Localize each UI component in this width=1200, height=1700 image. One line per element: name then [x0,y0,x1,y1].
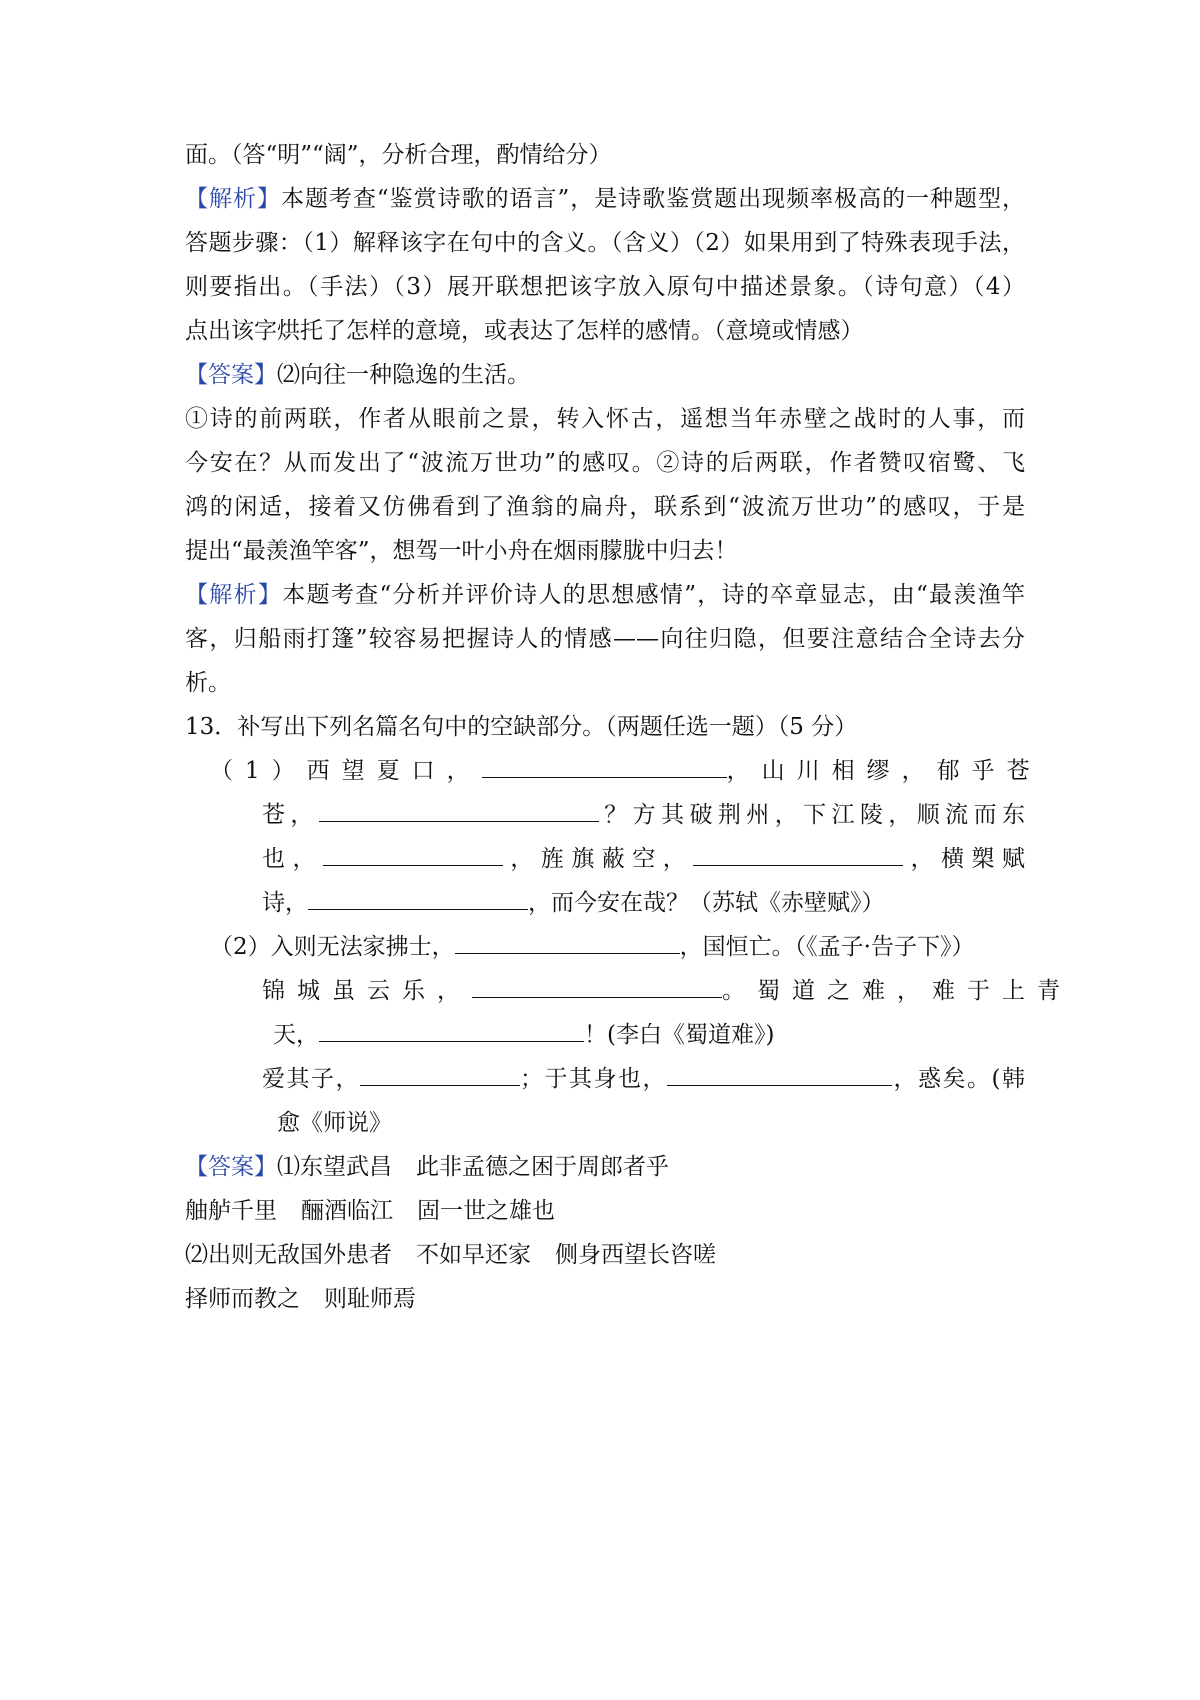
text: 面。（答“明”“阔”，分析合理，酌情给分） [185,142,612,168]
text: 锦城虽云乐， [262,978,472,1004]
text: 诗， [262,890,308,916]
text-line [185,271,1025,303]
text: ，惑矣。(韩 [892,1066,1026,1092]
question-1-line [262,843,1025,875]
text: ？方其破荆州，下江陵，顺流而东 [598,802,1026,828]
text: 本题考查“分析并评价诗人的思想感情”，诗的卒章显志，由“最羡渔竿 [282,582,1026,608]
analysis-line [185,183,1025,215]
text: 则耻师焉 [324,1286,416,1312]
text: ，而今安在哉？（苏轼《赤壁赋》） [528,890,885,916]
answer-blank[interactable] [482,755,727,778]
answer-line [185,1239,1025,1271]
answer-blank[interactable] [693,843,903,866]
text: 13．补写出下列名篇名句中的空缺部分。（两题任选一题）（5 分） [185,714,858,740]
answer-blank[interactable] [308,887,528,910]
answer-line [185,1283,1025,1315]
text: ⑴东望武昌 [277,1154,392,1180]
text-line [185,667,1025,699]
text: 也， [262,846,323,872]
answer-tag: 【答案】 [185,362,277,388]
answer-blank[interactable] [360,1063,520,1086]
text: ！(李白《蜀道难》) [584,1022,775,1048]
text: ①诗的前两联，作者从眼前之景，转入怀古，遥想当年赤壁之战时的人事，而 [185,406,1025,432]
text: 此非孟德之困于周郎者乎 [416,1154,669,1180]
text: 。蜀道之难，难于上青 [722,978,1072,1004]
text: ⑵出则无敌国外患者 [185,1242,392,1268]
question-1-line [262,887,1025,919]
answer-blank[interactable] [455,931,680,954]
text-line [185,623,1025,655]
text: ，山川相缪，郁乎苍 [726,758,1042,784]
answer-blank[interactable] [472,975,722,998]
text-line [185,403,1025,435]
text: 客，归船雨打篷”较容易把握诗人的情感——向往归隐，但要注意结合全诗去分 [185,626,1025,652]
text: 固一世之雄也 [417,1198,555,1224]
text: 愈《师说》 [277,1110,392,1136]
analysis-tag: 【解析】 [185,582,283,608]
analysis-tag: 【解析】 [185,186,281,212]
answer-blank[interactable] [323,843,503,866]
text-line [185,447,1025,479]
question-2-line [262,1063,1025,1095]
question-1-line [262,799,1025,831]
text: 爱其子， [262,1066,361,1092]
question-2-line [210,931,1025,963]
text: ，横槊赋 [903,846,1026,872]
answer-blank[interactable] [319,1019,584,1042]
text: 天， [273,1022,319,1048]
text: 今安在？从而发出了“波流万世功”的感叹。②诗的后两联，作者赞叹宿鹭、飞 [185,450,1025,476]
text: 不如早还家 [416,1242,531,1268]
text: ，国恒亡。（《孟子·告子下》） [679,934,975,960]
answer-line [185,359,1025,391]
text: ；于其身也， [520,1066,668,1092]
answer-blank[interactable] [319,799,599,822]
text: 本题考查“鉴赏诗歌的语言”，是诗歌鉴赏题出现频率极高的一种题型， [280,186,1025,212]
text-line [185,227,1025,259]
question-2-line [277,1107,1025,1139]
question-13-title [185,711,1025,743]
text: 择师而教之 [185,1286,300,1312]
question-2-line [262,975,1072,1007]
text: 侧身西望长咨嗟 [555,1242,716,1268]
text: 则要指出。（手法）（3）展开联想把该字放入原句中描述景象。（诗句意）（4） [185,274,1025,300]
text: 点出该字烘托了怎样的意境，或表达了怎样的感情。（意境或情感） [185,318,864,344]
text: 答题步骤：（1）解释该字在句中的含义。（含义）（2）如果用到了特殊表现手法， [185,230,1025,256]
text: ⑵向往一种隐逸的生活。 [277,362,530,388]
text: （2）入则无法家拂士， [210,934,455,960]
text: 酾酒临江 [301,1198,393,1224]
answer-line [185,1151,1025,1183]
text-line [185,139,1025,171]
text: 苍， [262,802,319,828]
text-line [185,535,1025,567]
answer-tag: 【答案】 [185,1154,277,1180]
text-line [185,491,1025,523]
text-line [185,315,1025,347]
answer-blank[interactable] [667,1063,892,1086]
question-2-line [273,1019,1025,1051]
text: （1）西望夏口， [210,758,482,784]
text: 鸿的闲适，接着又仿佛看到了渔翁的扁舟，联系到“波流万世功”的感叹，于是 [185,494,1025,520]
text: 提出“最羡渔竿客”，想驾一叶小舟在烟雨朦胧中归去！ [185,538,738,564]
analysis-line [185,579,1025,611]
text: 舳舻千里 [185,1198,277,1224]
text: ，旌旗蔽空， [502,846,694,872]
text: 析。 [185,670,231,696]
answer-line [185,1195,1025,1227]
question-1-line [210,755,1042,787]
